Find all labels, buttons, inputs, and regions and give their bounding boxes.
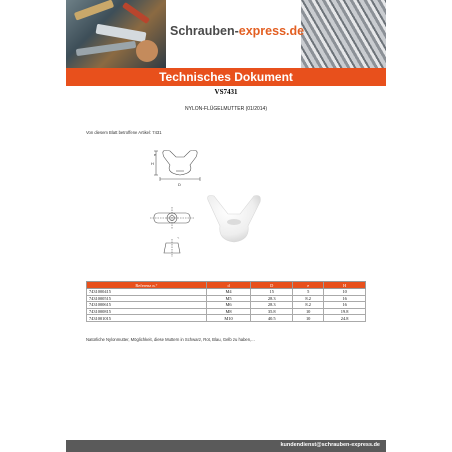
top-view xyxy=(150,207,194,229)
table-row: 7431000815 M8 35.8 10 19.8 xyxy=(87,308,366,315)
col-reference: Referenz n.° xyxy=(87,282,207,289)
document-subtitle: NYLON-FLÜGELMUTTER (01/2014) xyxy=(185,106,267,112)
dim-d-label: D xyxy=(178,182,181,187)
title-bar xyxy=(66,68,386,86)
banner-title: Technisches Dokument xyxy=(159,70,293,84)
col-H: H xyxy=(324,282,366,289)
table-row: 7431001015 M10 40.5 10 24.8 xyxy=(87,315,366,322)
affected-articles: Von diesem Blatt betroffene Artikel: 7431 xyxy=(86,130,162,135)
dim-h-label: H xyxy=(151,161,154,166)
col-D: D xyxy=(251,282,293,289)
product-note: Natürliche Nylonmutter, Möglichkeit, diese Muttern in Schwarz, Rot, Blau, Gelb zu haben,... xyxy=(86,337,255,342)
support-email-link[interactable]: kundendienst@schrauben-express.de xyxy=(280,442,380,448)
col-e: e xyxy=(293,282,324,289)
footer-bar xyxy=(66,440,386,452)
wing-nut-render xyxy=(204,192,264,247)
header-banner xyxy=(66,0,386,68)
tools-photo xyxy=(66,0,166,68)
dimension-table xyxy=(86,281,366,322)
col-d: d xyxy=(206,282,251,289)
dim-e-label: e xyxy=(154,153,156,157)
side-view xyxy=(164,239,180,257)
dim-s-label: s xyxy=(176,235,180,240)
table-row: 7431000515 M5 28.3 8.2 16 xyxy=(87,295,366,302)
table-row: 7431000615 M6 28.3 8.2 16 xyxy=(87,302,366,309)
table-header-row xyxy=(87,282,366,289)
table-row: 7431000415 M4 15 5 10 xyxy=(87,289,366,296)
brand-logo[interactable]: Schrauben-express.de xyxy=(170,24,305,38)
document-page xyxy=(66,0,386,452)
document-number: VS7431 xyxy=(214,88,238,96)
front-view xyxy=(154,150,200,181)
screws-photo xyxy=(301,0,386,68)
